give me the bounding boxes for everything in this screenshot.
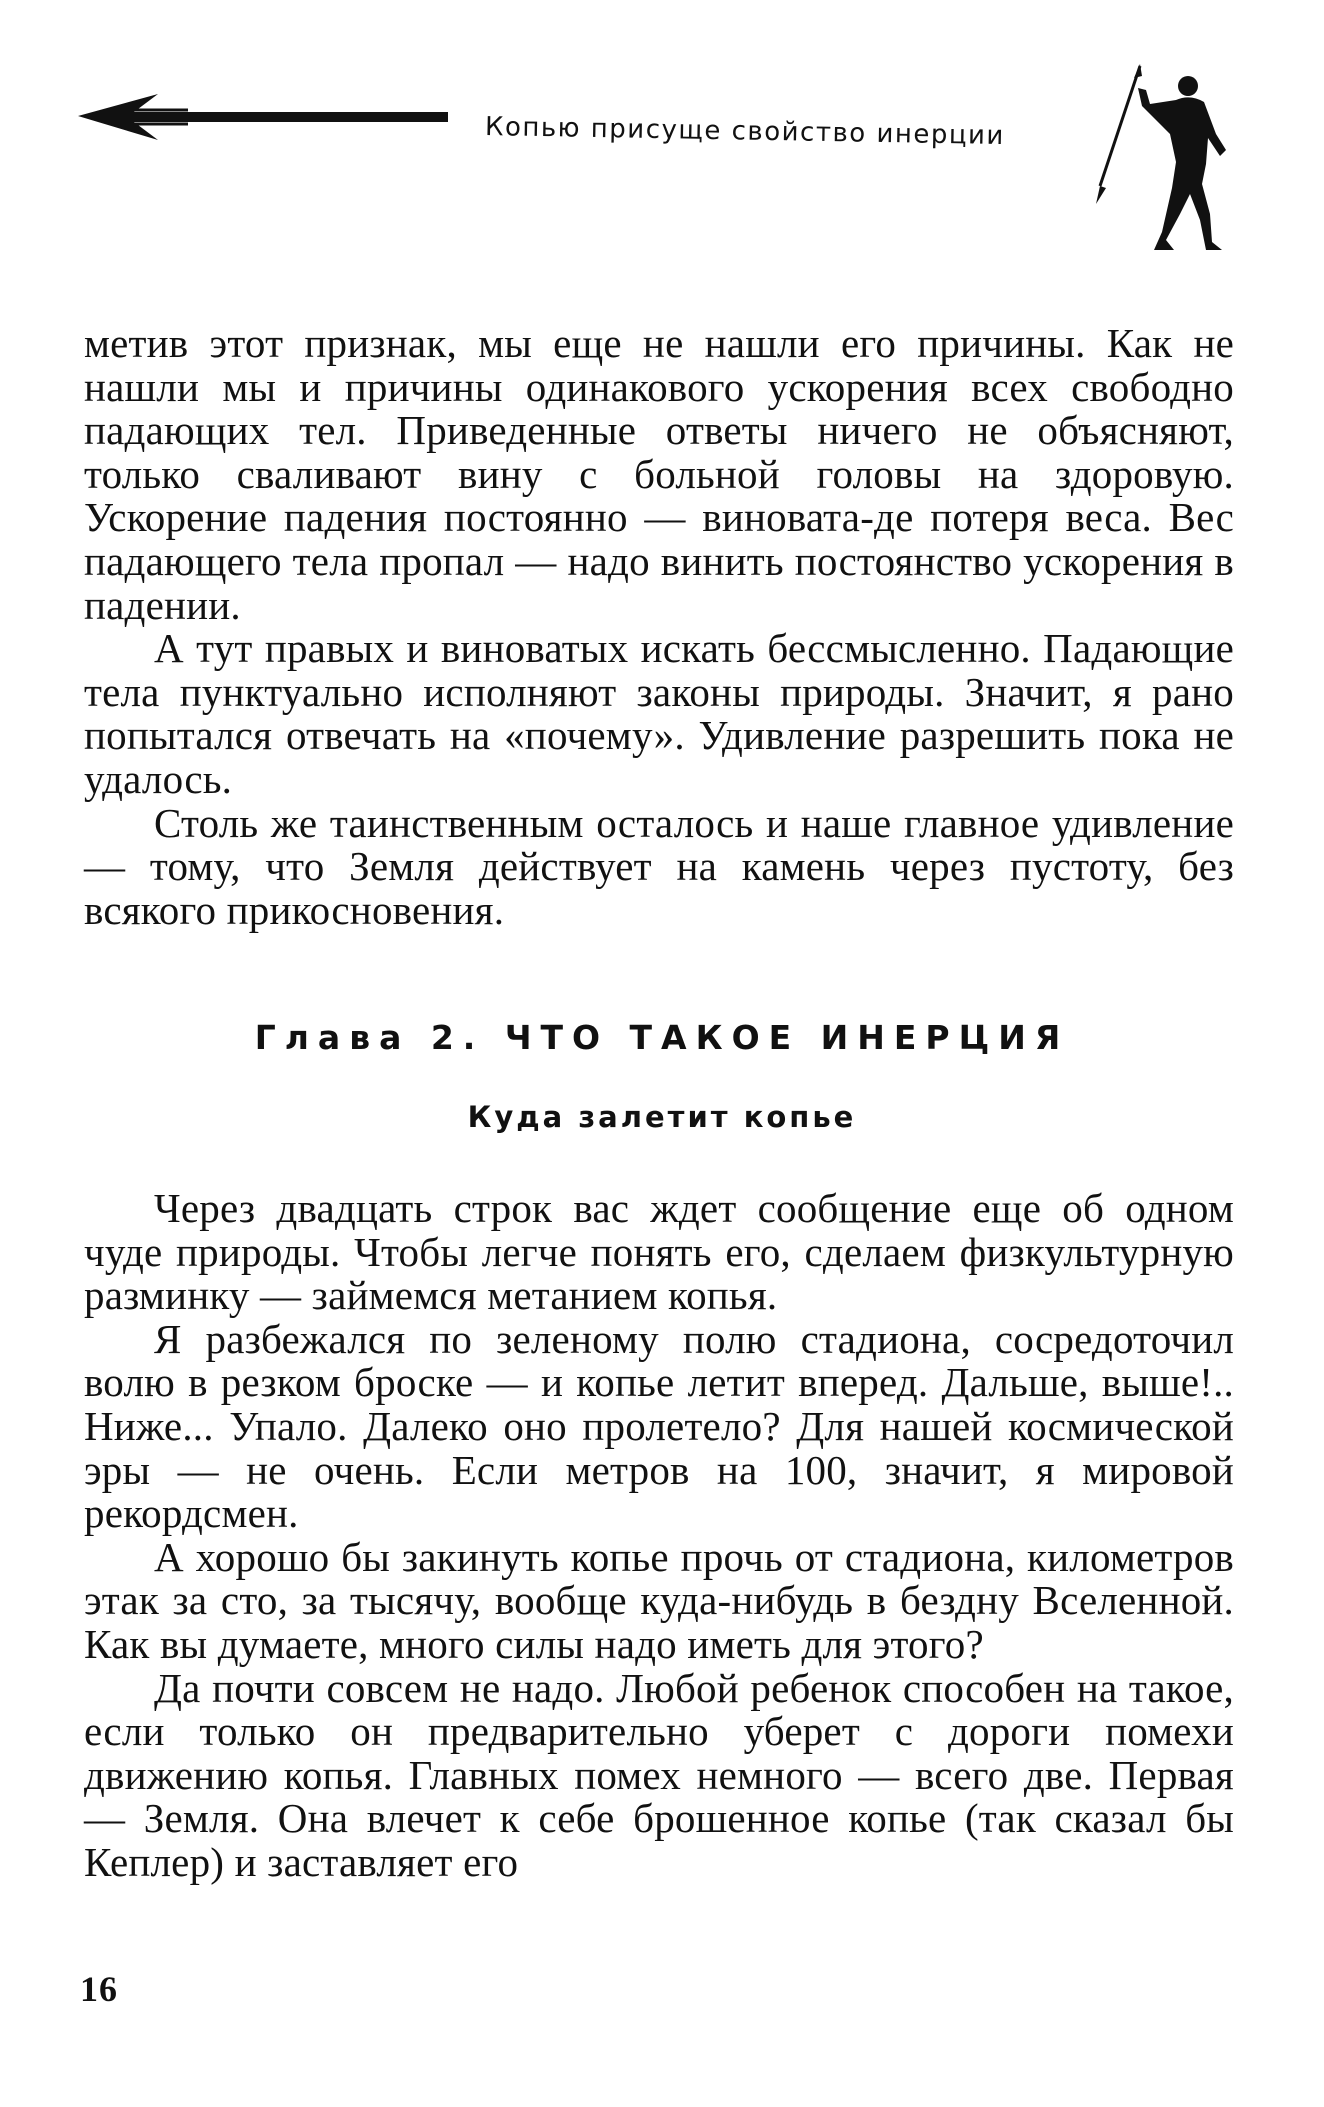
chapter-title: Глава 2. ЧТО ТАКОЕ ИНЕРЦИЯ	[254, 1018, 1070, 1057]
paragraph: Столь же таинственным осталось и наше главное удивление — тому, что Земля действует на камень через пустоту, без всякого прикосновения.	[84, 799, 1234, 933]
paragraph: Да почти совсем не надо. Любой ребенок способен на такое, если только он предварительно уберет с дороги помехи движению копья. Главных помех немного — всего две. Первая — Земля. Она влечет к себе брошенное копье (так сказал бы Кеплер) и заставляет его	[84, 1664, 1234, 1885]
section-title: Куда залетит копье	[467, 1100, 857, 1134]
paragraph: А тут правых и виноватых искать бессмысленно. Падающие тела пунктуально исполняют законы природы. Значит, я рано попытался отвечать на «почему». Удивление разрешить пока не удалось.	[84, 625, 1234, 802]
paragraph: метив этот признак, мы еще не нашли его причины. Как не нашли мы и причины одинакового ускорения всех свободно падающих тел. Приведенные ответы ничего не объясняют, только сваливают вину с больной головы на здоровую. Ускорение падения постоянно — виновата-де потеря веса. Вес падающего тела пропал — надо винить постоянство ускорения в падении.	[84, 320, 1234, 628]
spear-thrower-figure-icon	[1080, 64, 1260, 264]
body-text-bottom	[84, 1187, 1234, 1885]
paragraph: Я разбежался по зеленому полю стадиона, сосредоточил волю в резком броске — и копье летит вперед. Дальше, выше!.. Ниже... Упало. Далеко оно пролетело? Для нашей космической эры — не очень. Если метров на 100, значит, я мировой рекордсмен.	[84, 1315, 1234, 1537]
page-number: 16	[80, 1969, 118, 2009]
running-header	[0, 0, 1324, 270]
paragraph: Через двадцать строк вас ждет сообщение еще об одном чуде природы. Чтобы легче понять его, сделаем физкультурную разминку — займемся метанием копья.	[84, 1185, 1234, 1319]
paragraph: А хорошо бы закинуть копье прочь от стадиона, километров этак за сто, за тысячу, вообще куда-нибудь в бездну Вселенной. Как вы думаете, много силы надо иметь для этого?	[84, 1533, 1234, 1667]
body-text-top	[84, 322, 1234, 932]
running-title: Копью присуще свойство инерции	[484, 112, 1006, 152]
left-arrow-icon	[78, 88, 448, 148]
